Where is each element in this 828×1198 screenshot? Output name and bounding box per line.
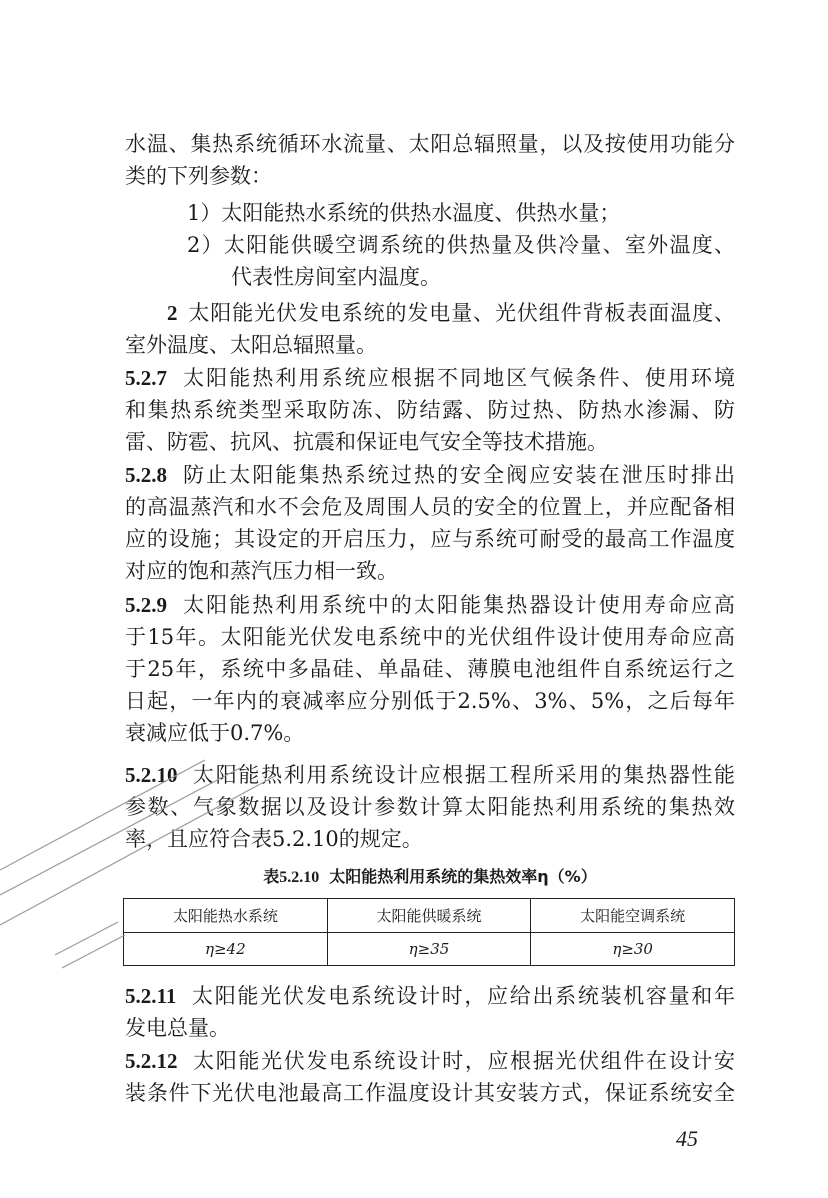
clause-number: 5.2.10 [125, 763, 178, 787]
clause-5-2-7 [125, 362, 735, 394]
clause-number: 5.2.8 [125, 463, 167, 487]
clause-5-2-10 [125, 759, 735, 791]
body-line: 太阳能热利用系统中的太阳能集热器设计使用寿命应高 [181, 593, 735, 617]
efficiency-table [123, 898, 735, 966]
clause-number: 5.2.7 [125, 366, 167, 390]
body-line: 太阳能光伏发电系统的发电量、光伏组件背板表面温度、 [187, 301, 735, 325]
table-cell: η≥42 [124, 932, 328, 966]
body-line: 装条件下光伏电池最高工作温度设计其安装方式，保证系统安全 [125, 1081, 735, 1105]
body-line: 类的下列参数： [125, 164, 272, 188]
hatch-line [55, 922, 118, 955]
table-caption-number: 表5.2.10 [263, 869, 320, 886]
item-number: 2 [167, 301, 178, 325]
table-cell: η≥30 [531, 932, 735, 966]
clause-5-2-9 [125, 589, 735, 621]
table-row [124, 932, 735, 966]
page-number: 45 [676, 1126, 698, 1151]
hatch-line [62, 935, 125, 968]
body-line: 发电总量。 [125, 1016, 230, 1040]
body-line: 日起，一年内的衰减率应分别低于2.5%、3%、5%，之后每年 [125, 689, 735, 713]
table-header-cell: 太阳能热水系统 [124, 899, 328, 933]
body-line: 太阳能光伏发电系统设计时，应根据光伏组件在设计安 [191, 1049, 735, 1073]
body-line: 参数、气象数据以及设计参数计算太阳能热利用系统的集热效 [125, 795, 735, 819]
body-line: 于25年，系统中多晶硅、单晶硅、薄膜电池组件自系统运行之 [125, 657, 735, 681]
body-line: 太阳能光伏发电系统设计时，应给出系统装机容量和年 [190, 984, 735, 1008]
table-cell: η≥35 [327, 932, 531, 966]
table-caption [125, 866, 735, 889]
body-line: 率，且应符合表5.2.10的规定。 [125, 827, 423, 851]
list-item: 1）太阳能热水系统的供热水温度、供热水量； [187, 201, 621, 225]
table-caption-text: 太阳能热利用系统的集热效率η（%） [329, 867, 597, 886]
body-line: 室外温度、太阳总辐照量。 [125, 333, 377, 357]
paragraph-item-2 [167, 297, 735, 329]
body-line: 防止太阳能集热系统过热的安全阀应安装在泄压时排出 [181, 463, 735, 487]
body-line: 对应的饱和蒸汽压力相一致。 [125, 559, 398, 583]
table-header-cell: 太阳能空调系统 [531, 899, 735, 933]
table-header-cell: 太阳能供暖系统 [327, 899, 531, 933]
body-line: 衰减应低于0.7%。 [125, 721, 305, 745]
body-line: 雷、防雹、抗风、抗震和保证电气安全等技术措施。 [125, 430, 608, 454]
clause-number: 5.2.12 [125, 1049, 178, 1073]
body-line: 于15年。太阳能光伏发电系统中的光伏组件设计使用寿命应高 [125, 625, 735, 649]
list-item: 2）太阳能供暖空调系统的供热量及供冷量、室外温度、 [187, 233, 735, 257]
clause-5-2-11 [125, 980, 735, 1012]
table-header-row [124, 899, 735, 933]
clause-5-2-12 [125, 1045, 735, 1077]
clause-number: 5.2.11 [125, 984, 177, 1008]
clause-5-2-8 [125, 459, 735, 491]
body-line: 太阳能热利用系统设计应根据工程所采用的集热器性能 [191, 763, 735, 787]
body-line: 水温、集热系统循环水流量、太阳总辐照量，以及按使用功能分 [125, 132, 735, 156]
body-line: 的高温蒸汽和水不会危及周围人员的安全的位置上，并应配备相 [125, 495, 735, 519]
body-line: 太阳能热利用系统应根据不同地区气候条件、使用环境 [181, 366, 735, 390]
list-item-continuation: 代表性房间室内温度。 [231, 265, 441, 289]
body-line: 和集热系统类型采取防冻、防结露、防过热、防热水渗漏、防 [125, 398, 735, 422]
clause-number: 5.2.9 [125, 593, 167, 617]
body-line: 应的设施；其设定的开启压力，应与系统可耐受的最高工作温度 [125, 527, 735, 551]
